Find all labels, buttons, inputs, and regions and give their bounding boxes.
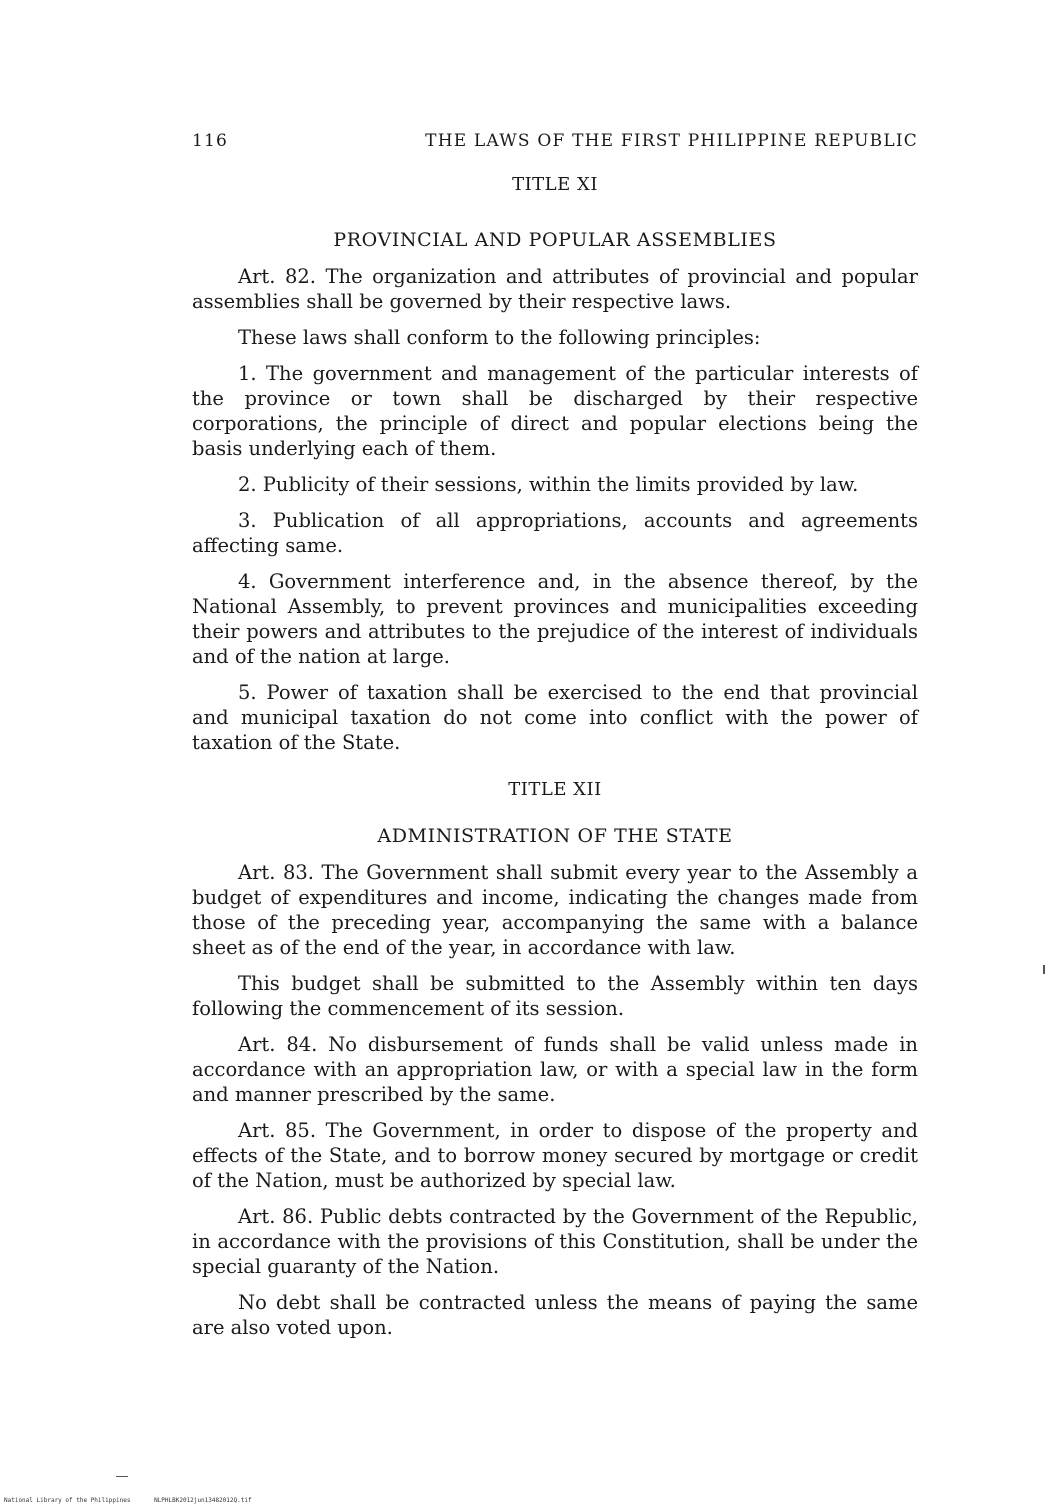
- title-xii-number: TITLE XII: [508, 779, 602, 800]
- footer-library: National Library of the Philippines: [4, 1497, 131, 1504]
- principle-5: 5. Power of taxation shall be exercised to the end that provincial and municipal taxation do not come into conflict with the power of taxation of the State.: [192, 681, 918, 754]
- title-xii-name: ADMINISTRATION OF THE STATE: [377, 825, 733, 847]
- art-86-paragraph: Art. 86. Public debts contracted by the Government of the Republic, in accordance with the provisions of this Constitution, shall be under the special guaranty of the Nation.: [192, 1205, 918, 1278]
- principles-intro: These laws shall conform to the following principles:: [238, 326, 761, 349]
- principle-3: 3. Publication of all appropriations, accounts and agreements affecting same.: [192, 509, 918, 557]
- scan-speck: [116, 1476, 128, 1477]
- scan-speck: [1043, 965, 1045, 974]
- art-84-paragraph: Art. 84. No disbursement of funds shall be valid unless made in accordance with an appropriation law, or with a special law in the form and manner prescribed by the same.: [192, 1033, 918, 1106]
- debt-paragraph: No debt shall be contracted unless the means of paying the same are also voted upon.: [192, 1291, 918, 1339]
- budget-paragraph: This budget shall be submitted to the Assembly within ten days following the commencement of its session.: [192, 972, 918, 1020]
- art-85-paragraph: Art. 85. The Government, in order to dispose of the property and effects of the State, and to borrow money secured by mortgage or credit of the Nation, must be authorized by special law.: [192, 1119, 918, 1192]
- footer-file-id: NLPHLBK2012jun13482012Q.tif: [154, 1497, 252, 1504]
- running-header: [192, 131, 918, 155]
- page-number: 116: [192, 131, 229, 151]
- title-xi-name: PROVINCIAL AND POPULAR ASSEMBLIES: [333, 229, 777, 251]
- title-xi-number: TITLE XI: [512, 174, 598, 195]
- principle-4: 4. Government interference and, in the absence thereof, by the National Assembly, to prevent provinces and municipalities exceeding their powers and attributes to the prejudice of the interest of individuals and of the nation at large.: [192, 570, 918, 668]
- art-82-paragraph: Art. 82. The organization and attributes of provincial and popular assemblies shall be governed by their respective laws.: [192, 265, 918, 313]
- page-body: [192, 172, 918, 1340]
- art-83-paragraph: Art. 83. The Government shall submit every year to the Assembly a budget of expenditures and income, indicating the changes made from those of the preceding year, accompanying the same with a balance sheet as of the end of the year, in accordance with law.: [192, 861, 918, 959]
- principle-2: 2. Publicity of their sessions, within the limits provided by law.: [238, 473, 859, 496]
- scan-footer: [4, 1497, 272, 1504]
- running-title: THE LAWS OF THE FIRST PHILIPPINE REPUBLIC: [425, 131, 918, 151]
- principle-1: 1. The government and management of the particular interests of the province or town shall be discharged by their respective corporations, the principle of direct and popular elections being the basis underlying each of them.: [192, 362, 918, 460]
